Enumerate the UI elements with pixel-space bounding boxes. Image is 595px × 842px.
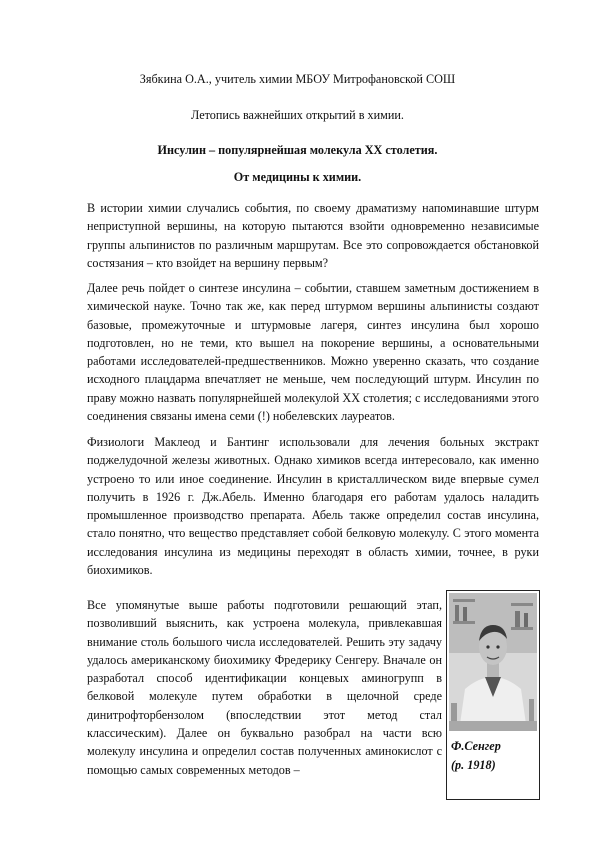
article-title: Инсулин – популярнейшая молекула XX столетия. [157,143,438,157]
article-subtitle: От медицины к химии. [233,170,362,184]
sanger-portrait-image [449,593,537,731]
paragraph-3: Физиологи Маклеод и Бантинг использовали для лечения больных экстракт поджелудочной железы животных. Однако химиков всегда интересовало, как именно устроено то или иное соединение. Инсулин в кристаллическом виде впервые сумел получить в 1926 г. Дж.Абель. Именно благодаря его работам удалось наладить промышленное производство препарата. Абель также определил состав инсулина, стало понятно, что вещество представляет собой белковую молекулу. С этого момента исследования инсулина из медицины переходят в область химии, точнее, в руки биохимиков. [87,435,539,578]
paragraph-2: Далее речь пойдет о синтезе инсулина – событии, ставшем заметным достижением в химической науке. Точно так же, как перед штурмом вершины альпинисты создают базовые, промежуточные и штурмовые лагеря, синтез инсулина был хорошо подготовлен, но не теми, кто вышел на покорение вершины, а основательными работами исследователей-предшественников. Можно уверенно сказать, что создание исходного плацдарма впечатляет не меньше, чем последующий штурм. Инсулин по праву можно назвать популярнейшей молекулой XX столетия; с исследованиями этого соединения связаны имена семи (!) нобелевских лауреатов. [87,281,539,424]
portrait-figure [446,590,540,800]
paragraph-4: Все упомянутые выше работы подготовили решающий этап, позволивший выяснить, как устроена молекула, привлекавшая внимание столь большого числа исследователей. Решить эту задачу удалось американскому биохимику Фредерику Сенгеру. Вначале он разработал способ идентификации концевых аминогрупп в белковой молекуле путем обработки в щелочной среде динитрофторбензолом (впоследствии этот метод стал классическим). Далее он буквально разобрал на части всю молекулу инсулина и определил состав полученных аминокислот с помощью самых современных методов – [87,598,442,777]
paragraph-1: В истории химии случались события, по своему драматизму напоминавшие штурм неприступной вершины, на которую пытаются взойти одновременно независимые группы альпинистов по различным маршрутам. Все это сопровождается обстановкой состязания – кто взойдет на вершину первым? [87,201,539,270]
caption-name: Ф.Сенгер [451,739,501,753]
portrait-caption [451,737,537,775]
series-title: Летопись важнейших открытий в химии. [191,108,404,122]
caption-years: (р. 1918) [451,758,496,772]
author-line: Зябкина О.А., учитель химии МБОУ Митрофановской СОШ [139,72,456,86]
